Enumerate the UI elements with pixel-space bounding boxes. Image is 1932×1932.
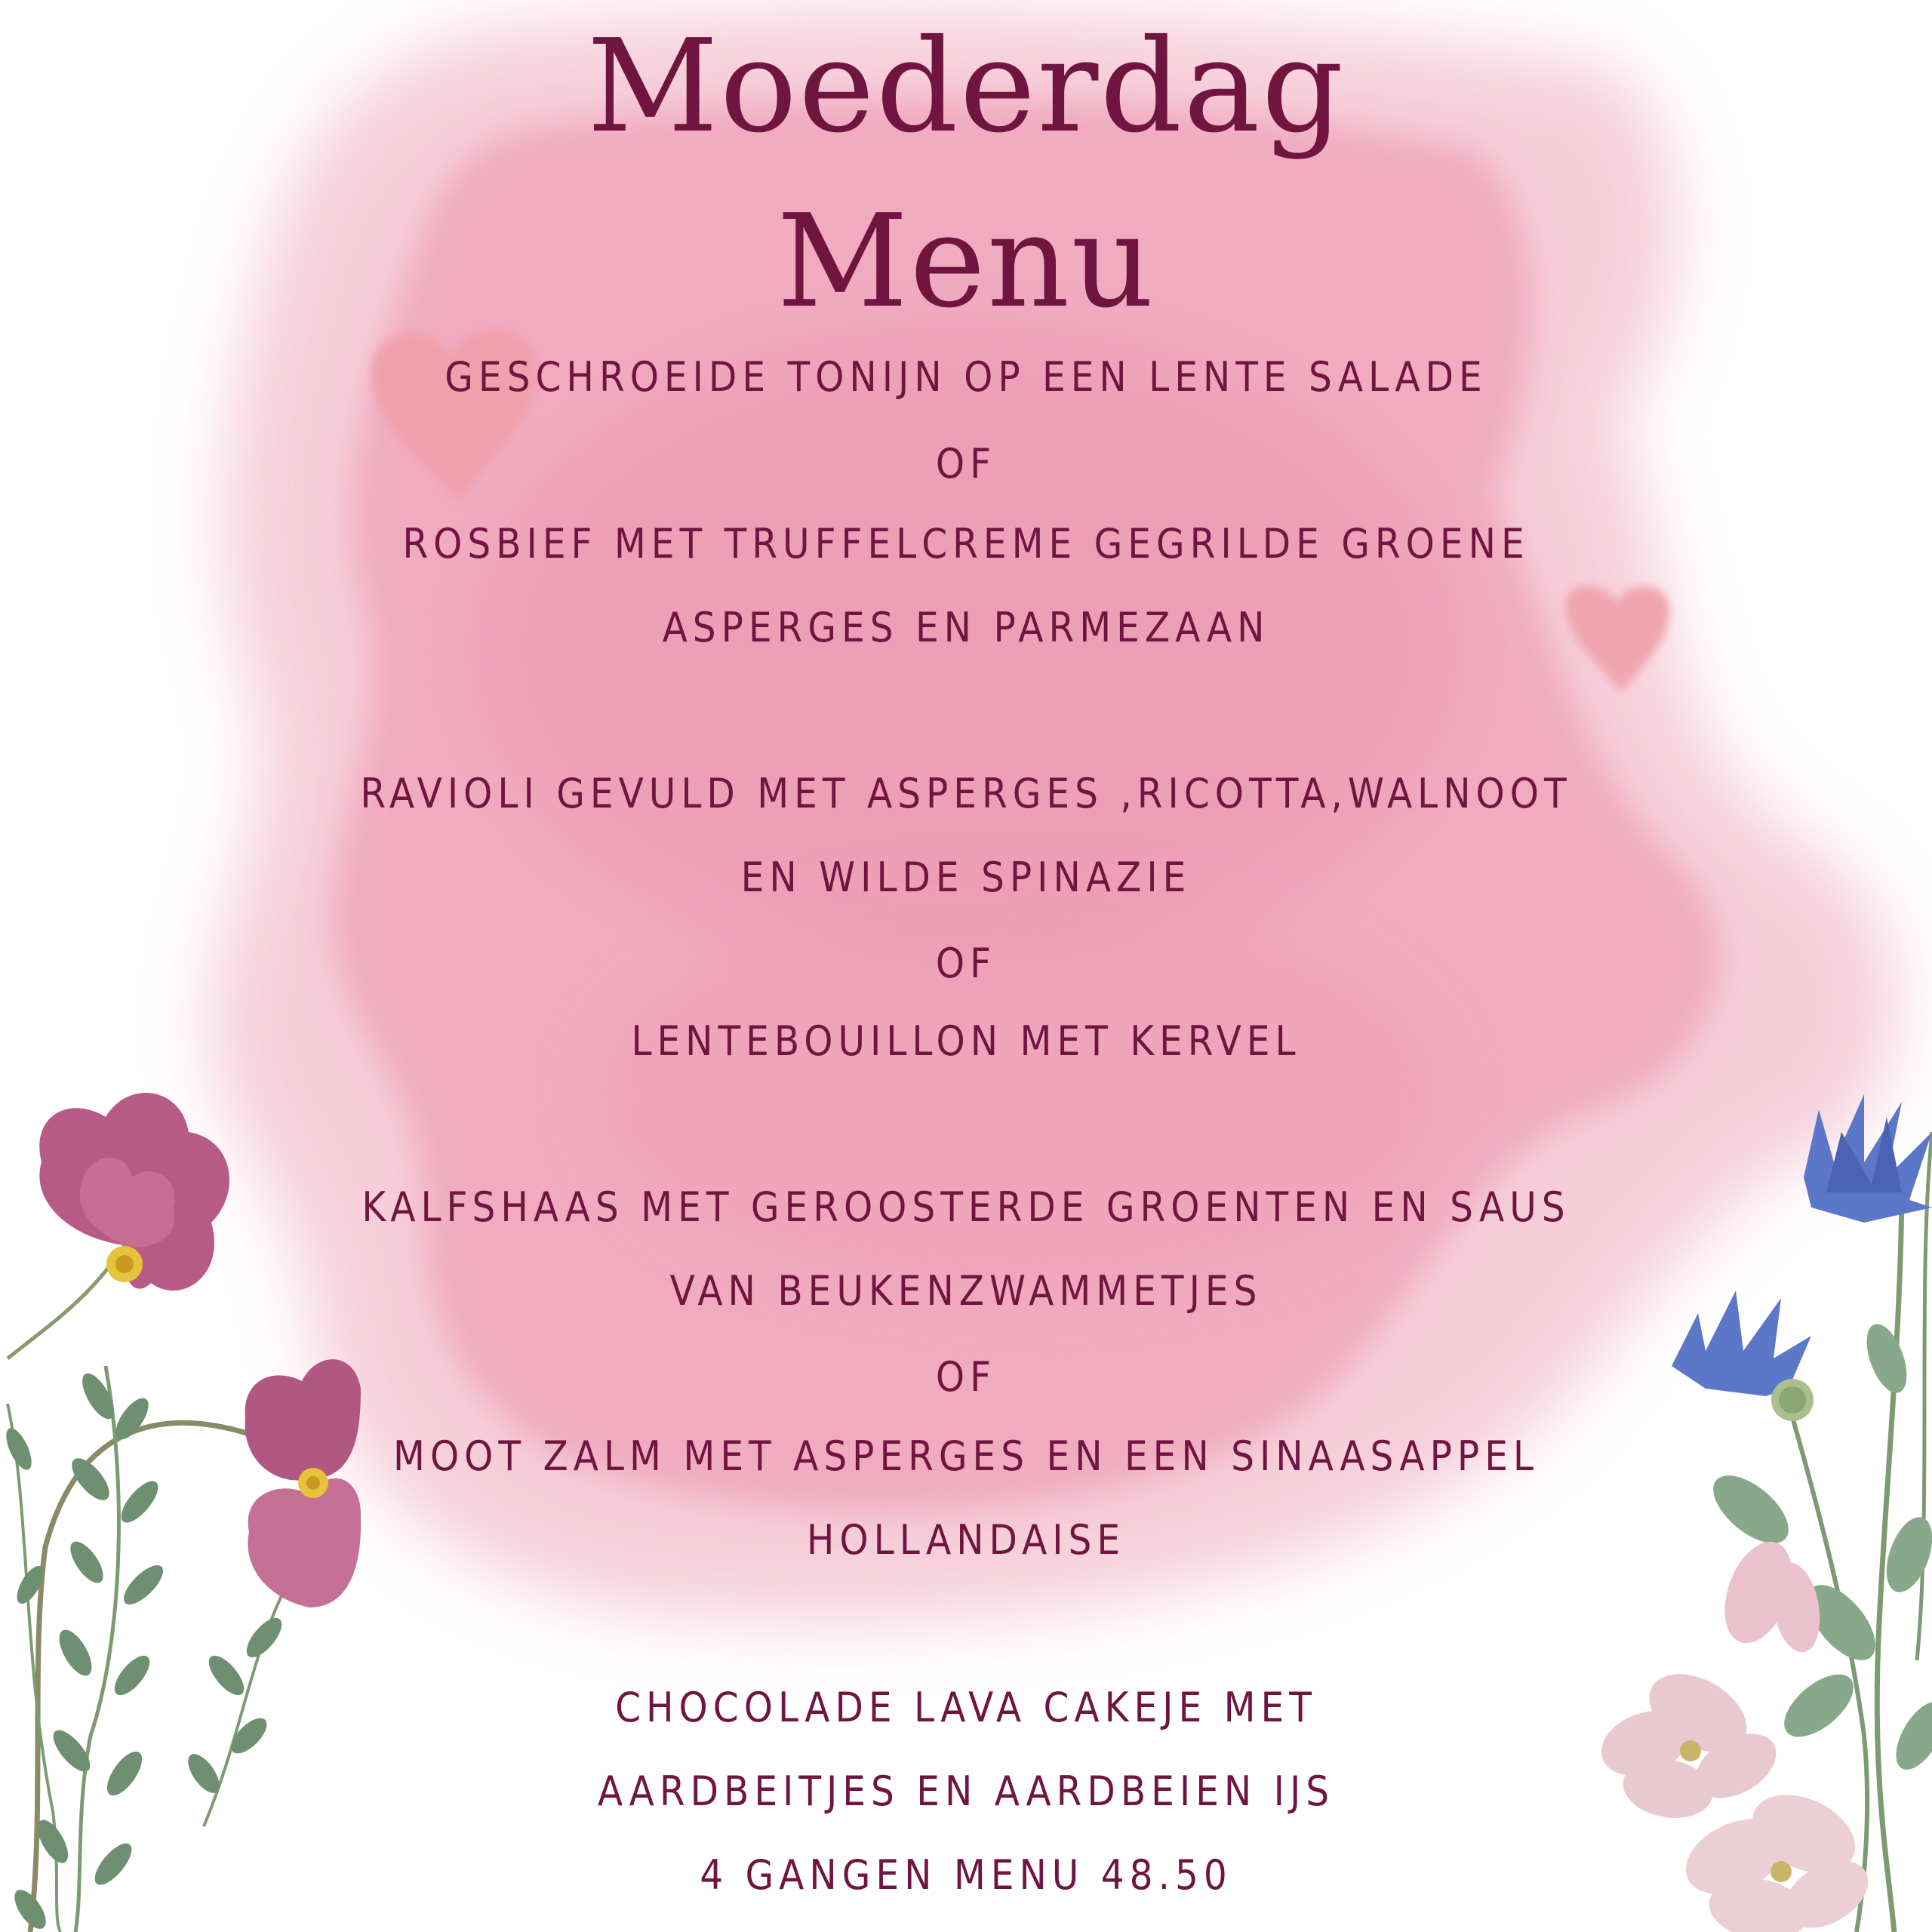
menu-item-line: EN WILDE SPINAZIE — [740, 854, 1192, 901]
menu-item-line: CHOCOLADE LAVA CAKEJE MET — [615, 1684, 1317, 1731]
menu-or-divider: OF — [935, 940, 997, 987]
menu-item-line: MOOT ZALM MET ASPERGES EN EEN SINAASAPPEL — [393, 1432, 1539, 1480]
menu-or-divider: OF — [935, 1353, 997, 1401]
menu-item-line: VAN BEUKENZWAMMETJES — [669, 1267, 1263, 1315]
menu-item-line: RAVIOLI GEVULD MET ASPERGES ,RICOTTA,WALNOOT — [360, 770, 1572, 817]
price-line: 4 GANGEN MENU 48.50 — [700, 1851, 1232, 1899]
menu-item-line: ROSBIEF MET TRUFFELCREME GEGRILDE GROENE — [402, 520, 1530, 568]
menu-item-line: ASPERGES EN PARMEZAAN — [662, 604, 1270, 651]
menu-item-line: KALFSHAAS MET GEROOSTERDE GROENTEN EN SAUS — [361, 1183, 1571, 1231]
menu-or-divider: OF — [935, 440, 997, 488]
menu-item-line: HOLLANDAISE — [806, 1516, 1126, 1564]
page-subtitle: Menu — [777, 187, 1155, 337]
menu-item-line: GESCHROEIDE TONIJN OP EEN LENTE SALADE — [445, 353, 1487, 401]
menu-item-line: LENTEBOUILLON MET KERVEL — [631, 1017, 1301, 1065]
page-title: Moederdag — [586, 12, 1346, 162]
menu-item-line: AARDBEITJES EN AARDBEIEN IJS — [597, 1767, 1335, 1815]
